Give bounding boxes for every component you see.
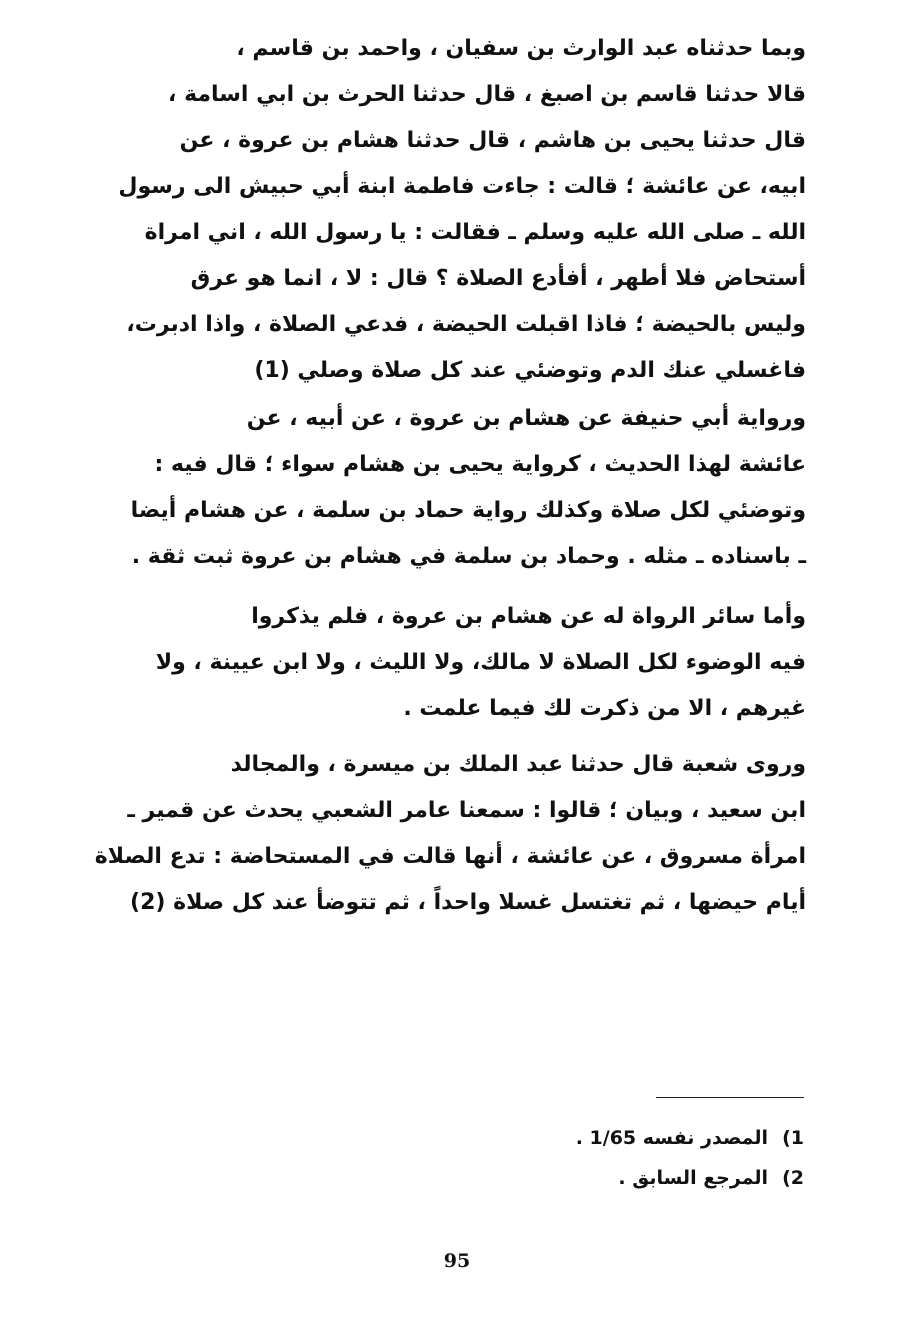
footnote-1 <box>404 1118 804 1158</box>
footnote-2 <box>404 1158 804 1198</box>
text-line: قال حدثنا يحيى بن هاشم ، قال حدثنا هشام بن عروة ، عن <box>179 128 806 153</box>
paragraph-2 <box>130 396 806 580</box>
footnote-divider <box>656 1097 804 1098</box>
text-line: فاغسلي عنك الدم وتوضئي عند كل صلاة وصلي (1) <box>254 358 806 383</box>
text-line: وروى شعبة قال حدثنا عبد الملك بن ميسرة ، والمجالد <box>230 752 806 777</box>
footnote-text: المرجع السابق . <box>618 1167 769 1189</box>
text-line: ابيه، عن عائشة ؛ قالت : جاءت فاطمة ابنة أبي حبيش الى رسول <box>118 174 806 199</box>
text-line: فيه الوضوء لكل الصلاة لا مالك، ولا الليث ، ولا ابن عيينة ، ولا <box>155 650 806 675</box>
text-line: وليس بالحيضة ؛ فاذا اقبلت الحيضة ، فدعي الصلاة ، واذا ادبرت، <box>126 312 806 337</box>
text-line: امرأة مسروق ، عن عائشة ، أنها قالت في المستحاضة : تدع الصلاة <box>94 844 806 869</box>
footnote-text: المصدر نفسه 1/65 . <box>575 1127 769 1149</box>
paragraph-1 <box>118 26 806 394</box>
paragraph-4 <box>94 742 806 926</box>
text-line: عائشة لهذا الحديث ، كرواية يحيى بن هشام سواء ؛ قال فيه : <box>154 452 806 477</box>
text-line: أستحاض فلا أطهر ، أفأدع الصلاة ؟ قال : لا ، انما هو عرق <box>190 266 806 291</box>
text-line: الله ـ صلى الله عليه وسلم ـ فقالت : يا رسول الله ، اني امراة <box>144 220 806 245</box>
paragraph-3 <box>155 594 806 732</box>
text-line: ابن سعيد ، وبيان ؛ قالوا : سمعنا عامر الشعبي يحدث عن قمير ـ <box>127 798 806 823</box>
text-line: أيام حيضها ، ثم تغتسل غسلا واحداً ، ثم تتوضأ عند كل صلاة (2) <box>130 890 806 915</box>
text-line: ـ باسناده ـ مثله . وحماد بن سلمة في هشام بن عروة ثبت ثقة . <box>131 544 806 569</box>
text-line: وأما سائر الرواة له عن هشام بن عروة ، فلم يذكروا <box>251 604 806 629</box>
text-line: ورواية أبي حنيفة عن هشام بن عروة ، عن أبيه ، عن <box>246 406 806 431</box>
footnote-number: 1) <box>782 1127 804 1149</box>
text-line: وبما حدثناه عبد الوارث بن سفيان ، واحمد بن قاسم ، <box>236 36 806 61</box>
text-line: غيرهم ، الا من ذكرت لك فيما علمت . <box>403 696 806 721</box>
text-line: قالا حدثنا قاسم بن اصبغ ، قال حدثنا الحرث بن ابي اسامة ، <box>168 82 806 107</box>
page-number: 95 <box>443 1250 471 1272</box>
text-line: وتوضئي لكل صلاة وكذلك رواية حماد بن سلمة ، عن هشام أيضا <box>130 498 806 523</box>
footnote-number: 2) <box>782 1167 804 1189</box>
footnotes <box>404 1118 804 1198</box>
